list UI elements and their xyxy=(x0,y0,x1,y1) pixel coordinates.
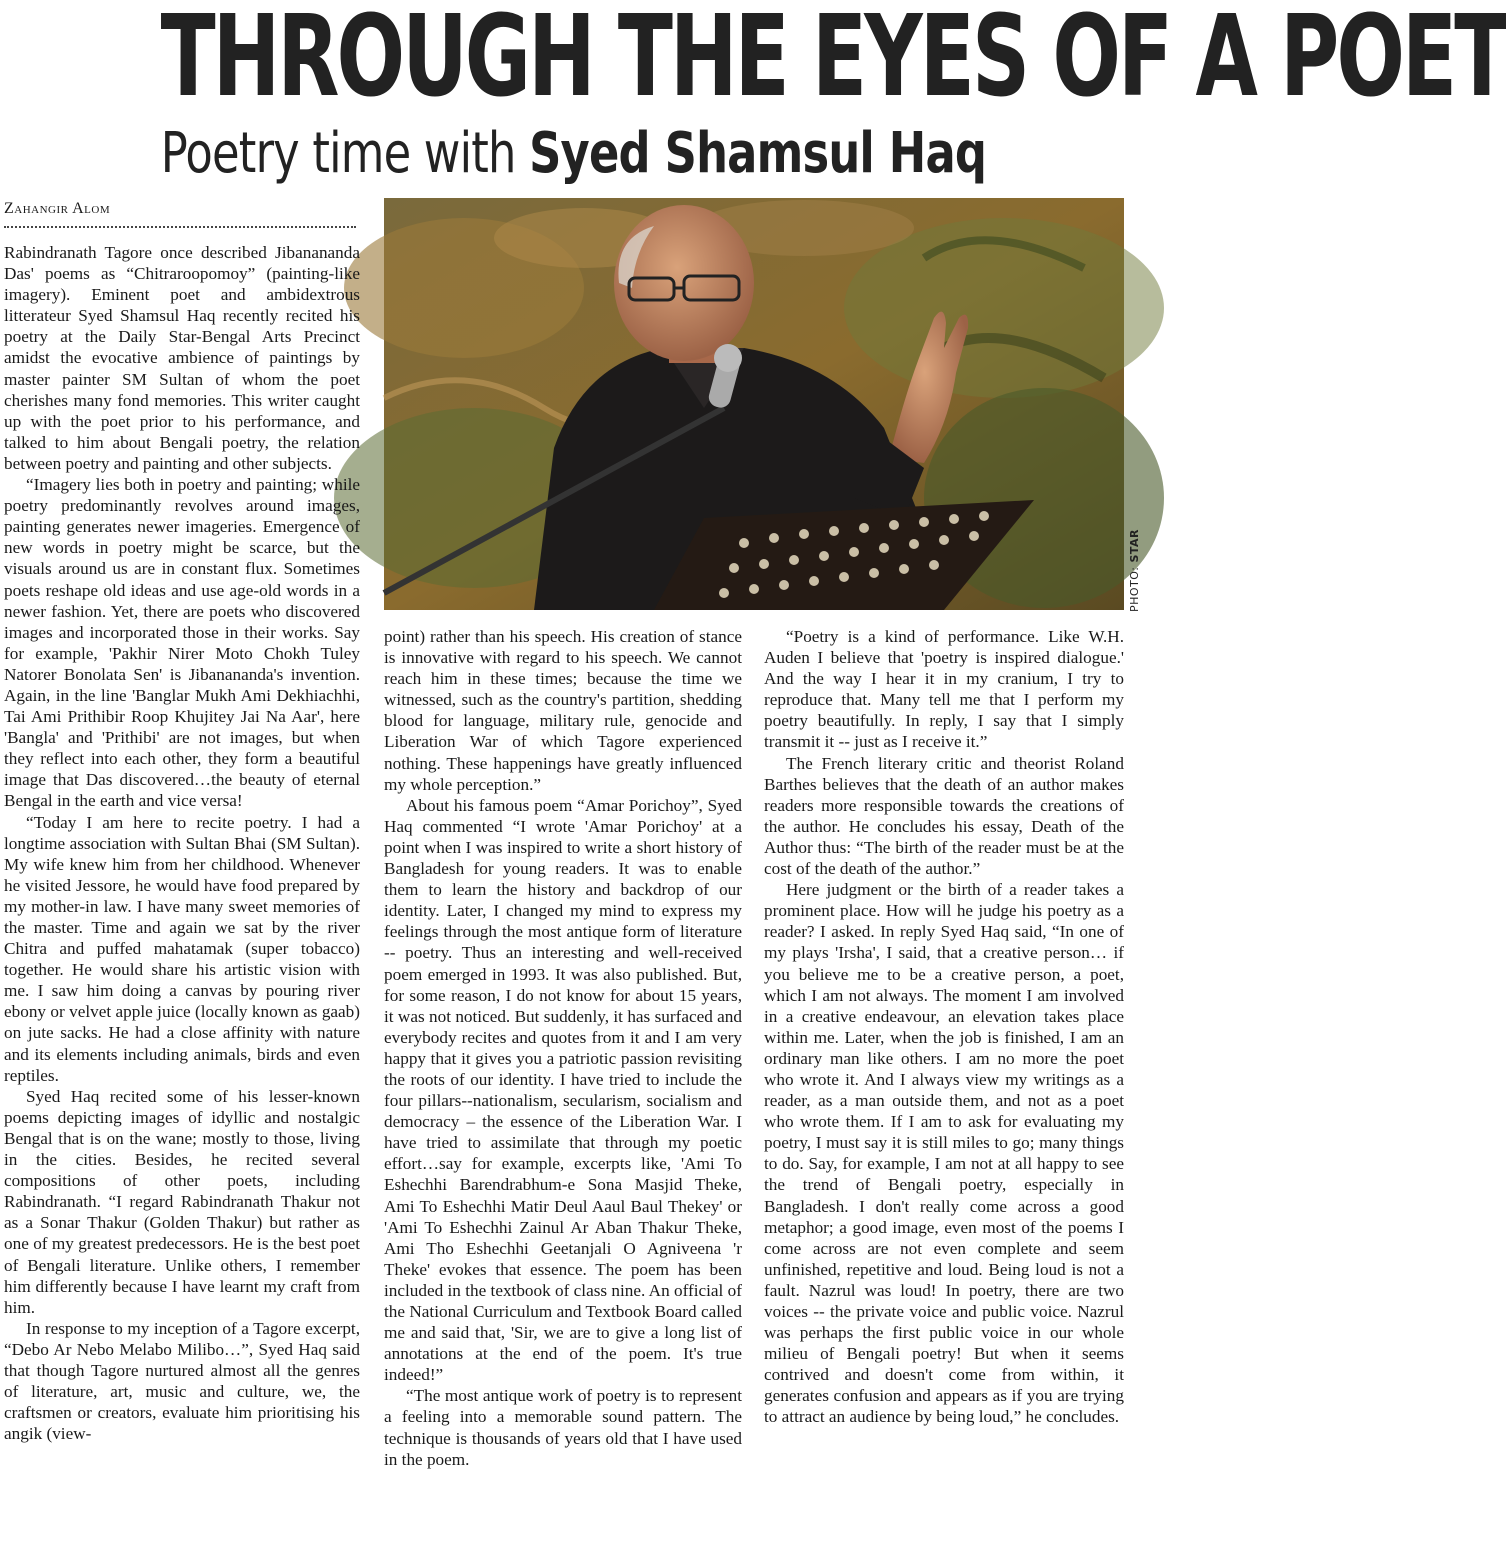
paragraph: point) rather than his speech. His creation of stance is innovative with regard to his speech. We cannot reach him in these times; because the time we witnessed, such as the country's partition, shedding blood for language, military rule, genocide and Liberation War of which Tagore experienced nothing. These happenings have greatly influenced my whole perception.” xyxy=(384,627,742,794)
paragraph: Syed Haq recited some of his lesser-known poems depicting images of idyllic and nostalgic Bengal that is on the wane; mostly to those, living in the cities. Besides, he recited several compositions of other poets, including Rabindranath. “I regard Rabindranath Thakur not as a Sonar Thakur (Golden Thakur) but rather as one of my greatest predecessors. He is the best poet of Bengali literature. Unlike others, I remember him differently because I have learnt my craft from him. xyxy=(4,1086,360,1317)
paragraph: “The most antique work of poetry is to represent a feeling into a memorable sound pattern. The technique is thousands of years old that I have used in the poem. xyxy=(384,1386,742,1469)
paragraph: “Poetry is a kind of performance. Like W.H. Auden I believe that 'poetry is inspired dialogue.' And the way I hear it in my cranium, I try to reproduce that. Many tell me that I perform my poetry beautifully. In reply, I say that I simply transmit it -- just as I receive it.” xyxy=(764,627,1124,752)
subhead-prefix: Poetry time with xyxy=(160,121,530,186)
subheadline xyxy=(115,122,1033,186)
paragraph: “Imagery lies both in poetry and painting; while poetry predominantly revolves around images, painting generates newer imageries. Emergence of new words in poetry might be scarce, but the visuals around us are in constant flux. Sometimes poets reshape old ideas and use age-old words in a newer fashion. Yet, there are poets who discovered images and incorporated those in their works. Say for example, 'Pakhir Nirer Moto Chokh Tuley Natorer Bonolata Sen' is Jibanananda's invention. Again, in the line 'Banglar Mukh Ami Dekhiachhi, Tai Ami Prithibir Roop Khujitey Jai Na Aar', here 'Bangla' and 'Prithibi' are not images, but when they reflect into each other, they form a beautiful image that Das discovered…the beauty of eternal Bengal in the earth and vice versa! xyxy=(4,475,360,811)
article-column-2 xyxy=(384,626,742,1470)
paragraph: In response to my inception of a Tagore excerpt, “Debo Ar Nebo Melabo Milibo…”, Syed Haq said that though Tagore nurtured almost all the genres of literature, art, music and culture, we, the craftsmen or creators, evaluate him prioritising his angik (view- xyxy=(4,1318,360,1444)
poet-reciting-photo xyxy=(384,198,1124,610)
byline: Zahangir Alom xyxy=(4,200,356,228)
paragraph: Rabindranath Tagore once described Jibanananda Das' poems as “Chitraroopomoy” (painting-like imagery). Eminent poet and ambidextrous litterateur Syed Shamsul Haq recently recited his poetry at the Daily Star-Bengal Arts Precinct amidst the evocative ambience of paintings by master painter SM Sultan of whom the poet cherishes many fond memories. This writer caught up with the poet prior to his performance, and talked to him about Bengali poetry, the relation between poetry and painting and other subjects. xyxy=(4,243,360,473)
subhead-poet-name: Syed Shamsul Haq xyxy=(529,121,987,186)
article-column-3 xyxy=(764,626,1124,1428)
article-column-1 xyxy=(4,242,360,1444)
paragraph: Here judgment or the birth of a reader takes a prominent place. How will he judge his poetry as a reader? I asked. In reply Syed Haq said, “In one of my plays 'Irsha', I said, that a creative person… if you believe me to be a creative person, a poet, which I am not always. The moment I am involved in a creative endeavour, an elevation takes place within me. Later, when the job is finished, I am an ordinary man like others. I am no more the poet who wrote it. And I always view my writings as a reader, as a man outside them, and not as a poet who wrote them. If I am to ask for evaluating my poetry, I must say it is still miles to go; many things to do. Say, for example, I am not at all happy to see the trend of Bengali poetry, especially in Bangladesh. I don't really come across a good metaphor; a good image, even most of the poems I come across are not even complete and seem unfinished, repetitive and loud. Being loud is not a fault. Nazrul was loud! In poetry, there are two voices -- the private voice and public voice. Nazrul was perhaps the first public voice in our whole milieu of Bengali poetry! But when it seems contrived and doesn't come from within, it generates confusion and appears as if you are trying to attract an audience by being loud,” he concludes. xyxy=(764,880,1124,1427)
paragraph: The French literary critic and theorist Roland Barthes believes that the death of an author makes readers more responsible towards the creations of the author. He concludes his essay, Death of the Author thus: “The birth of the reader must be at the cost of the death of the author.” xyxy=(764,753,1124,879)
paragraph: About his famous poem “Amar Porichoy”, Syed Haq commented “I wrote 'Amar Porichoy' at a point when I was inspired to write a short history of Bangladesh for young readers. It was to enable them to learn the history and backdrop of our identity. Later, I changed my mind to express my feelings through the most antique form of literature -- poetry. Thus an interesting and well-received poem emerged in 1993. It was also published. But, for some reason, I do not know for about 15 years, it was not noticed. But suddenly, it has surfaced and everybody recites and quotes from it and I am very happy that it gives you a patriotic passion revisiting the roots of our identity. I have tried to include the four pillars--nationalism, secularism, socialism and democracy – the essence of the Liberation War. I have tried to assimilate that through my poetic effort…say for example, excerpts like, 'Ami To Eshechhi Barendrabhum-e Sona Masjid Theke, Ami To Eshechhi Matir Deul Aaul Baul Thekey' or 'Ami To Eshechhi Zainul Ar Aban Thakur Theke, Ami Tho Eshechhi Geetanjali O Agniveena 'r Theke' evokes that essence. The poem has been included in the textbook of class nine. An official of the National Curriculum and Textbook Board called me and said that, 'Sir, we are to give a long list of annotations at the end of the poem. It's true indeed!” xyxy=(384,795,742,1385)
photo-credit xyxy=(1128,528,1141,612)
paragraph: “Today I am here to recite poetry. I had a longtime association with Sultan Bhai (SM Sultan). My wife knew him from her childhood. Whenever he visited Jessore, he would have food prepared by my mother-in law. I have many sweet memories of the master. Time and again we sat by the river Chitra and puffed mahatamak (super tobacco) together. He would share his artistic vision with me. I saw him doing a canvas by pouring river ebony or velvet apple juice (locally known as gaab) on jute sacks. He had a close affinity with nature and its elements including animals, birds and even reptiles. xyxy=(4,812,360,1085)
headline: THROUGH THE EYES OF A POET xyxy=(160,0,1506,122)
photo-credit-label: PHOTO: xyxy=(1128,562,1141,612)
photo-credit-source: STAR xyxy=(1128,528,1141,563)
